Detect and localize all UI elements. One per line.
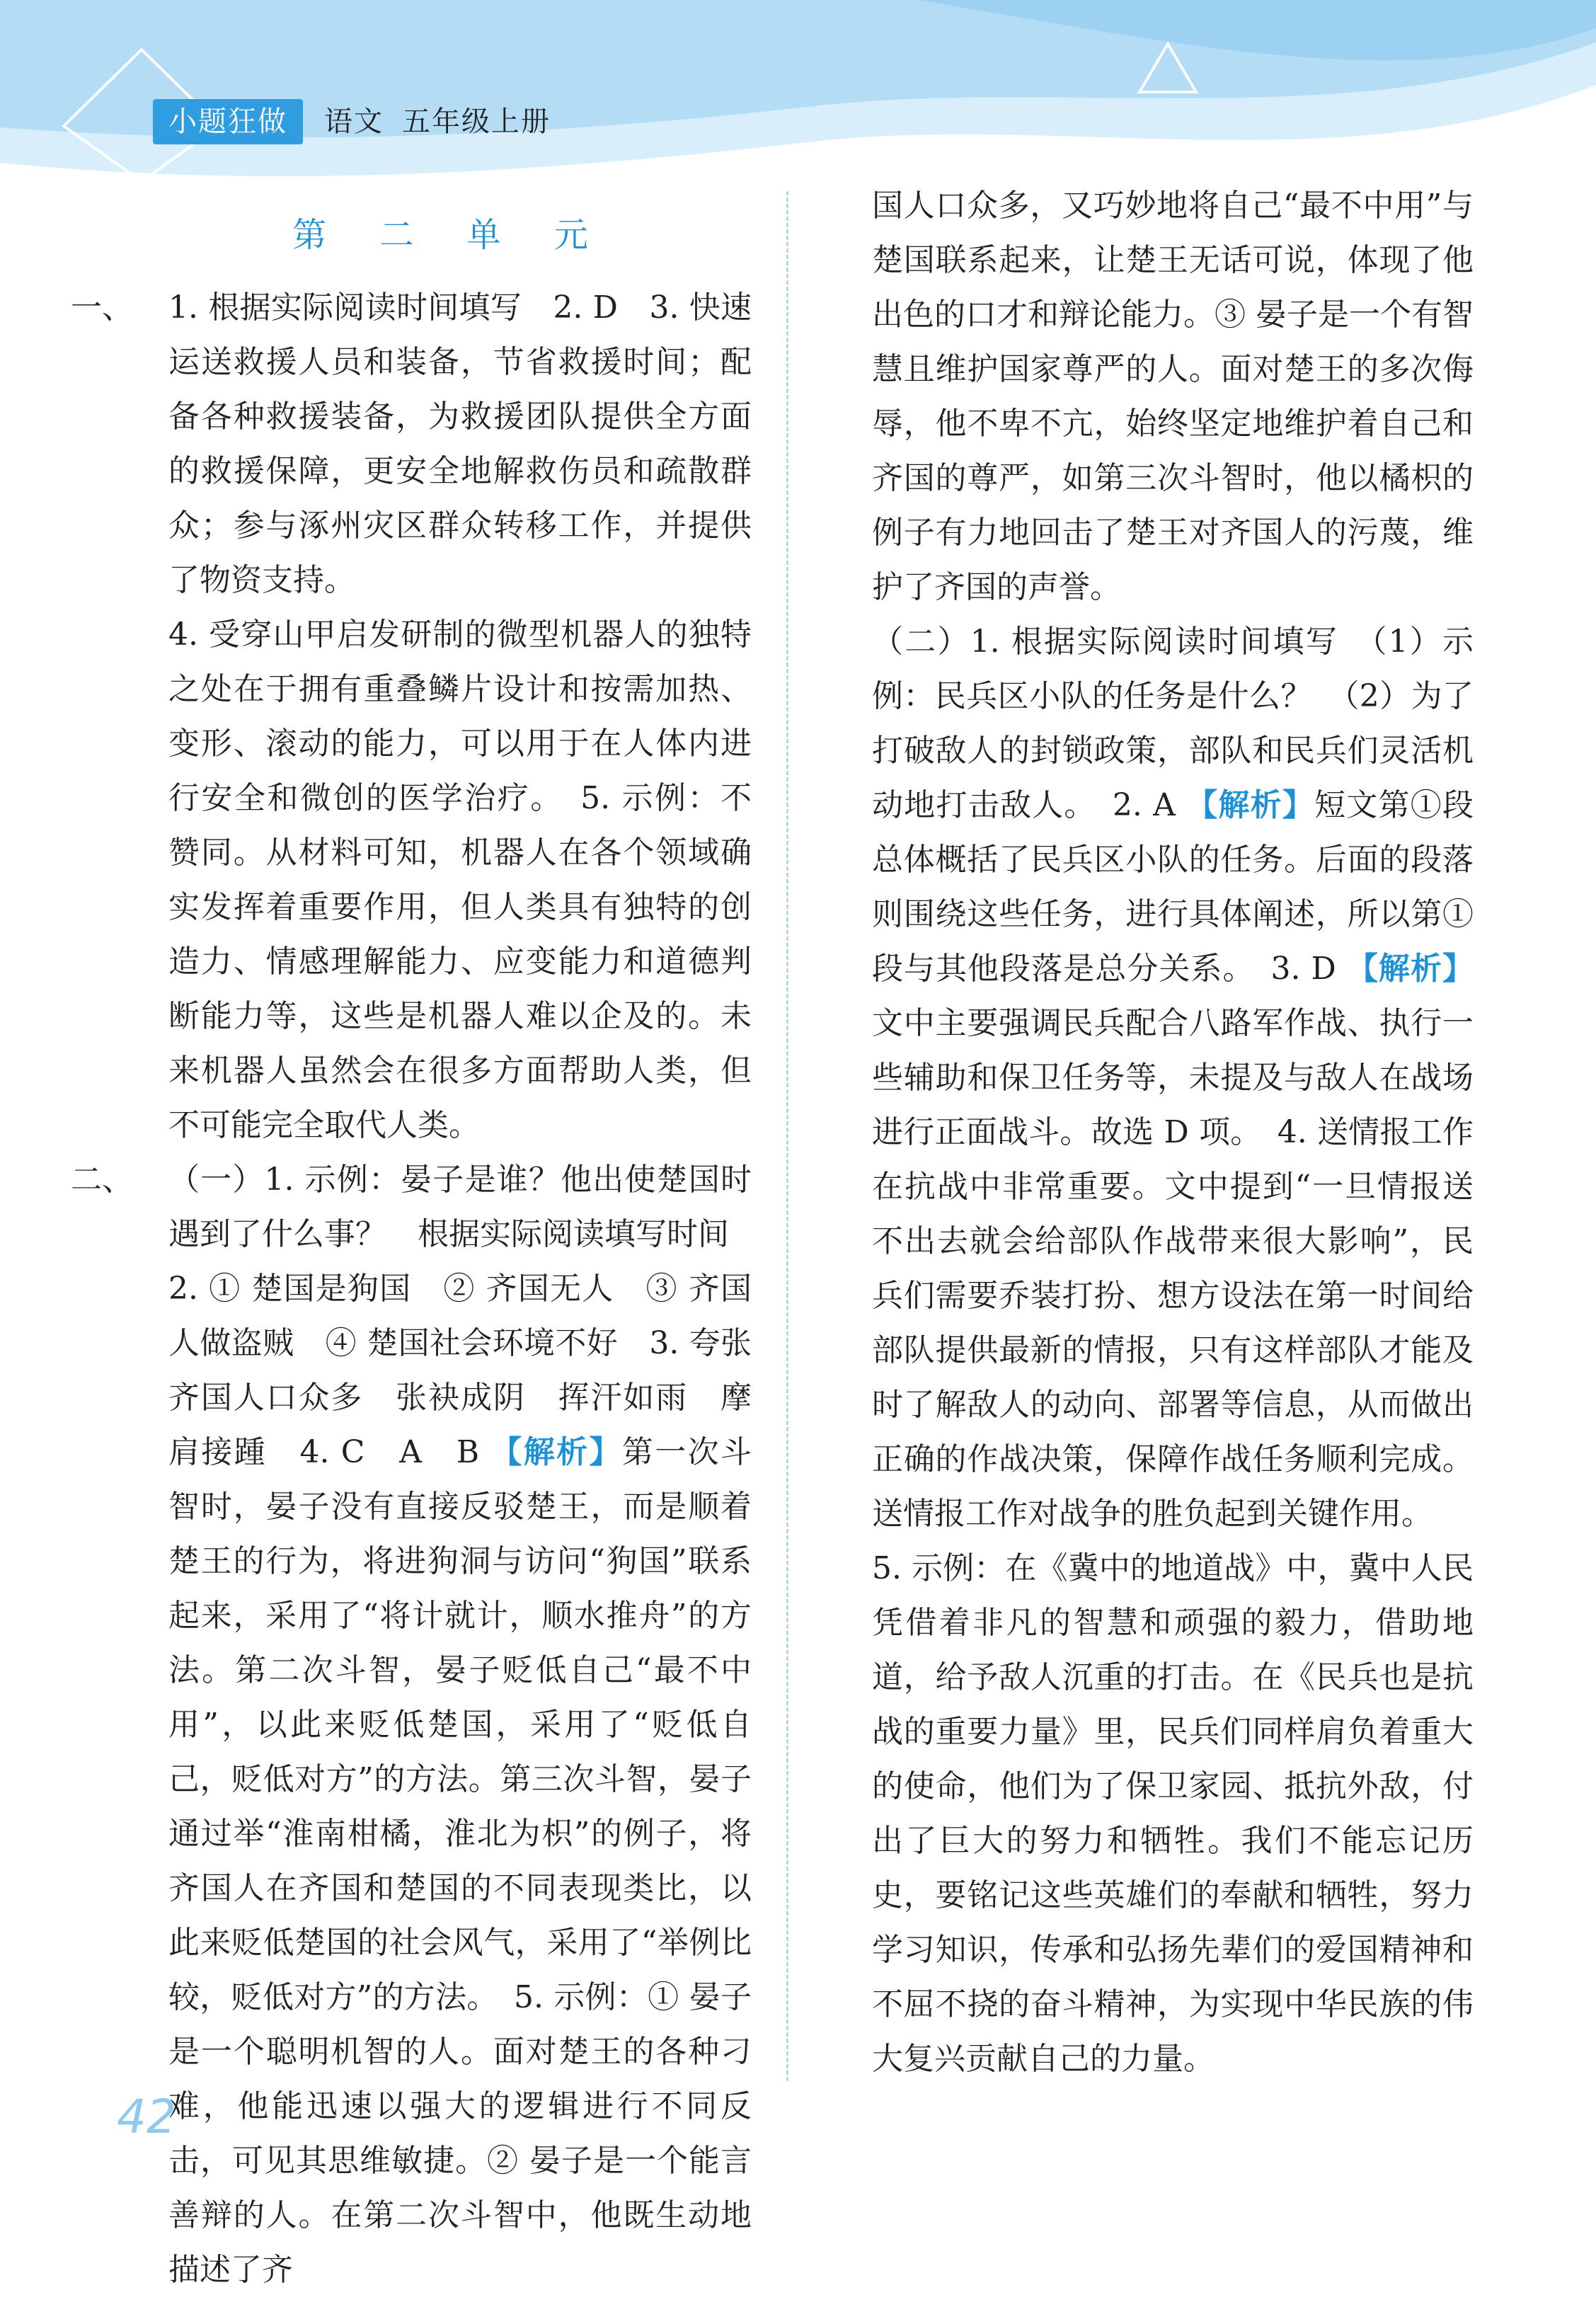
grade-label: 五年级上册 — [402, 105, 551, 138]
section-two-part1-q5-continued: 国人口众多，又巧妙地将自己“最不中用”与楚国联系起来，让楚王无话可说，体现了他出色的口才和辩论能力。③ 晏子是一个有智慧且维护国家尊严的人。面对楚王的多次侮辱，他不卑不亢，始终坚定地维护着自己和齐国的尊严，如第三次斗智时，他以橘枳的例子有力地回击了楚王对齐国人的污蔑，维护了齐国的声誉。 — [872, 188, 1474, 605]
column-divider — [786, 191, 788, 2081]
section-one-q1-q3: 1. 根据实际阅读时间填写 2. D 3. 快速运送救援人员和装备，节省救援时间；配备各种救援装备，为救援团队提供全方面的救援保障，更安全地解救伤员和疏散群众；参与涿州灾区群众转移工作，并提供了物资支持。 — [168, 290, 752, 598]
right-column — [872, 178, 1474, 2086]
section-two-part2-q1-q4 — [872, 614, 1474, 1541]
section-one — [71, 280, 752, 1152]
part2-q1-q2: （二）1. 根据实际阅读时间填写 （1）示例：民兵区小队的任务是什么？ （2）为了打破敌人的封锁政策，部队和民兵们灵活机动地打击敌人。 2. A — [872, 624, 1474, 823]
section-one-q4-q5: 4. 受穿山甲启发研制的微型机器人的独特之处在于拥有重叠鳞片设计和按需加热、变形、滚动的能力，可以用于在人体内进行安全和微创的医学治疗。 5. 示例：不赞同。从材料可知，机器人在各个领域确实发挥着重要作用，但人类具有独特的创造力、情感理解能力、应变能力和道德判断能力等，这些是机器人难以企及的。未来机器人虽然会在很多方面帮助人类，但不可能完全取代人类。 — [168, 617, 752, 1143]
section-two-part1-q2-q5 — [168, 1261, 783, 2297]
series-brand-badge: 小题狂做 — [153, 99, 303, 144]
page-number: 42 — [117, 2090, 176, 2144]
part1-q2-q4: 2. ① 楚国是狗国 ② 齐国无人 ③ 齐国人做盗贼 ④ 楚国社会环境不好 3. 夸张 齐国人口众多 张袂成阴 挥汗如雨 摩肩接踵 4. C A B — [168, 1271, 783, 1470]
unit-title: 第 二 单 元 — [292, 215, 609, 255]
part2-q2-analysis: 短文第①段总体概括了民兵区小队的任务。后面的段落则围绕这些任务，进行具体阐述，所以第①段与其他段落是总分关系。 3. D — [872, 787, 1474, 987]
section-two-label: 二、 — [71, 1162, 133, 1198]
analysis-tag: 【解析】 — [1186, 787, 1315, 823]
book-info — [324, 99, 569, 144]
section-two-part2-q5: 5. 示例：在《冀中的地道战》中，冀中人民凭借着非凡的智慧和顽强的毅力，借助地道，给予敌人沉重的打击。在《民兵也是抗战的重要力量》里，民兵们同样肩负着重大的使命，他们为了保卫家园、抵抗外敌，付出了巨大的努力和牺牲。我们不能忘记历史，要铭记这些英雄们的奉献和牺牲，努力学习知识，传承和弘扬先辈们的爱国精神和不屈不挠的奋斗精神，为实现中华民族的伟大复兴贡献自己的力量。 — [872, 1550, 1474, 2077]
section-two-part1-q1: （一）1. 示例：晏子是谁？他出使楚国时遇到了什么事？ 根据实际阅读填写时间 — [168, 1162, 752, 1252]
analysis-tag: 【解析】 — [490, 1434, 622, 1470]
analysis-tag: 【解析】 — [1346, 951, 1474, 987]
subject-label: 语文 — [324, 105, 384, 138]
part2-q3-q4: 文中主要强调民兵配合八路军作战、执行一些辅助和保卫任务等，未提及与敌人在战场进行正面战斗。故选 D 项。 4. 送情报工作在抗战中非常重要。文中提到“一旦情报送不出去就会给部队作战带来很大影响”，民兵们需要乔装打扮、想方设法在第一时间给部队提供最新的情报，只有这样部队才能及时了解敌人的动向、部署等信息，从而做出正确的作战决策，保障作战任务顺利完成。送情报工作对战争的胜负起到关键作用。 — [872, 1005, 1474, 1532]
section-one-label: 一、 — [71, 290, 133, 326]
part1-q4-analysis: 第一次斗智时，晏子没有直接反驳楚王，而是顺着楚王的行为，将进狗洞与访问“狗国”联系起来，采用了“将计就计，顺水推舟”的方法。第二次斗智，晏子贬低自己“最不中用”，以此来贬低楚国，采用了“贬低自己，贬低对方”的方法。第三次斗智，晏子通过举“淮南柑橘，淮北为枳”的例子，将齐国人在齐国和楚国的不同表现类比，以此来贬低楚国的社会风气，采用了“举例比较，贬低对方”的方法。 5. 示例：① 晏子是一个聪明机智的人。面对楚王的各种刁难，他能迅速以强大的逻辑进行不同反击，可见其思维敏捷。② 晏子是一个能言善辩的人。在第二次斗智中，他既生动地描述了齐 — [168, 1434, 752, 2288]
